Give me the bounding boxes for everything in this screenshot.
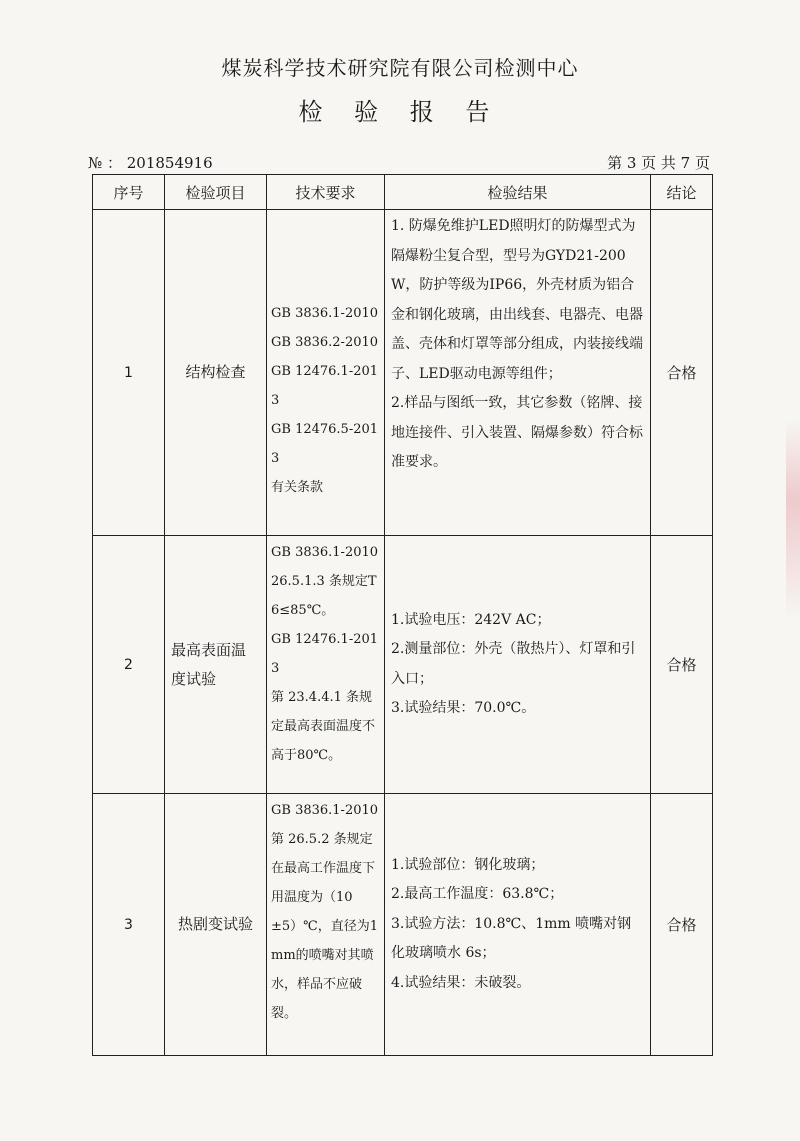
row-result <box>385 794 651 1056</box>
table-row <box>93 794 713 1056</box>
page-indicator: 第 3 页 共 7 页 <box>607 154 710 172</box>
column-header-requirement: 技术要求 <box>267 175 385 210</box>
row-number: 3 <box>93 794 165 1056</box>
result-line: 3.试验方法：10.8℃、1mm 喷嘴对钢化玻璃喷水 6s； <box>391 915 632 962</box>
seal-stamp-edge <box>786 420 800 620</box>
result-line: 1. 防爆免维护LED照明灯的防爆型式为隔爆粉尘复合型，型号为GYD21-200W，防护等级为IP66，外壳材质为铝合金和钢化玻璃，由出线套、电器壳、电器盖、壳体和灯罩等部分组成，内装接线端子、LED驱动电源等组件； <box>391 218 643 382</box>
faded-bleed-through <box>271 270 380 299</box>
report-number: № ： 201854916 <box>88 154 213 172</box>
requirement-line: 有关条款 <box>271 480 324 495</box>
faded-bleed-through <box>271 212 380 241</box>
requirement-line: GB 12476.5-2013 <box>271 422 379 466</box>
requirement-line: GB 3836.1-2010 <box>271 545 379 560</box>
result-line: 2.测量部位：外壳（散热片）、灯罩和引入口； <box>391 641 636 687</box>
row-verdict: 合格 <box>651 536 713 794</box>
row-verdict: 合格 <box>651 210 713 536</box>
table-header-row <box>93 175 713 210</box>
requirement-line: GB 12476.1-2013 <box>271 364 379 408</box>
requirement-line: GB 3836.1-2010 <box>271 306 379 321</box>
result-line: 1.试验部位：钢化玻璃； <box>391 856 545 873</box>
requirement-line: GB 12476.1-2013 <box>271 632 379 676</box>
row-requirement <box>267 536 385 794</box>
result-line: 3.试验结果：70.0℃。 <box>391 700 536 716</box>
row-number: 2 <box>93 536 165 794</box>
requirement-line: 第 26.5.2 条规定在最高工作温度下用温度为（10±5）℃，直径为1mm的喷嘴对其喷水，样品不应破裂。 <box>271 832 378 1021</box>
report-title: 检 验 报 告 <box>298 98 502 126</box>
requirement-line: 第 23.4.4.1 条规定最高表面温度不高于80℃。 <box>271 690 376 763</box>
row-requirement <box>267 210 385 536</box>
result-line: 1.试验电压：242V AC； <box>391 611 551 628</box>
row-item: 结构检查 <box>165 210 267 536</box>
requirement-line: 26.5.1.3 条规定T6≤85℃。 <box>271 574 377 618</box>
column-header-item: 检验项目 <box>165 175 267 210</box>
faded-bleed-through <box>271 241 380 270</box>
row-result <box>385 210 651 536</box>
requirement-line: GB 3836.1-2010 <box>271 803 379 818</box>
report-meta <box>88 152 710 174</box>
row-requirement <box>267 794 385 1056</box>
row-number: 1 <box>93 210 165 536</box>
row-result <box>385 536 651 794</box>
row-verdict: 合格 <box>651 794 713 1056</box>
inspection-table <box>92 174 713 1056</box>
column-header-no: 序号 <box>93 175 165 210</box>
row-item: 最高表面温度试验 <box>165 536 267 794</box>
column-header-result: 检验结果 <box>385 175 651 210</box>
column-header-verdict: 结论 <box>651 175 713 210</box>
requirement-line: GB 3836.2-2010 <box>271 335 379 350</box>
organization-name: 煤炭科学技术研究院有限公司检测中心 <box>221 56 579 80</box>
row-item: 热剧变试验 <box>165 794 267 1056</box>
table-row <box>93 210 713 536</box>
result-line: 4.试验结果：未破裂。 <box>391 974 531 991</box>
result-line: 2.样品与图纸一致，其它参数（铭牌、接地连接件、引入装置、隔爆参数）符合标准要求。 <box>391 395 643 470</box>
table-row <box>93 536 713 794</box>
result-line: 2.最高工作温度：63.8℃； <box>391 886 564 903</box>
